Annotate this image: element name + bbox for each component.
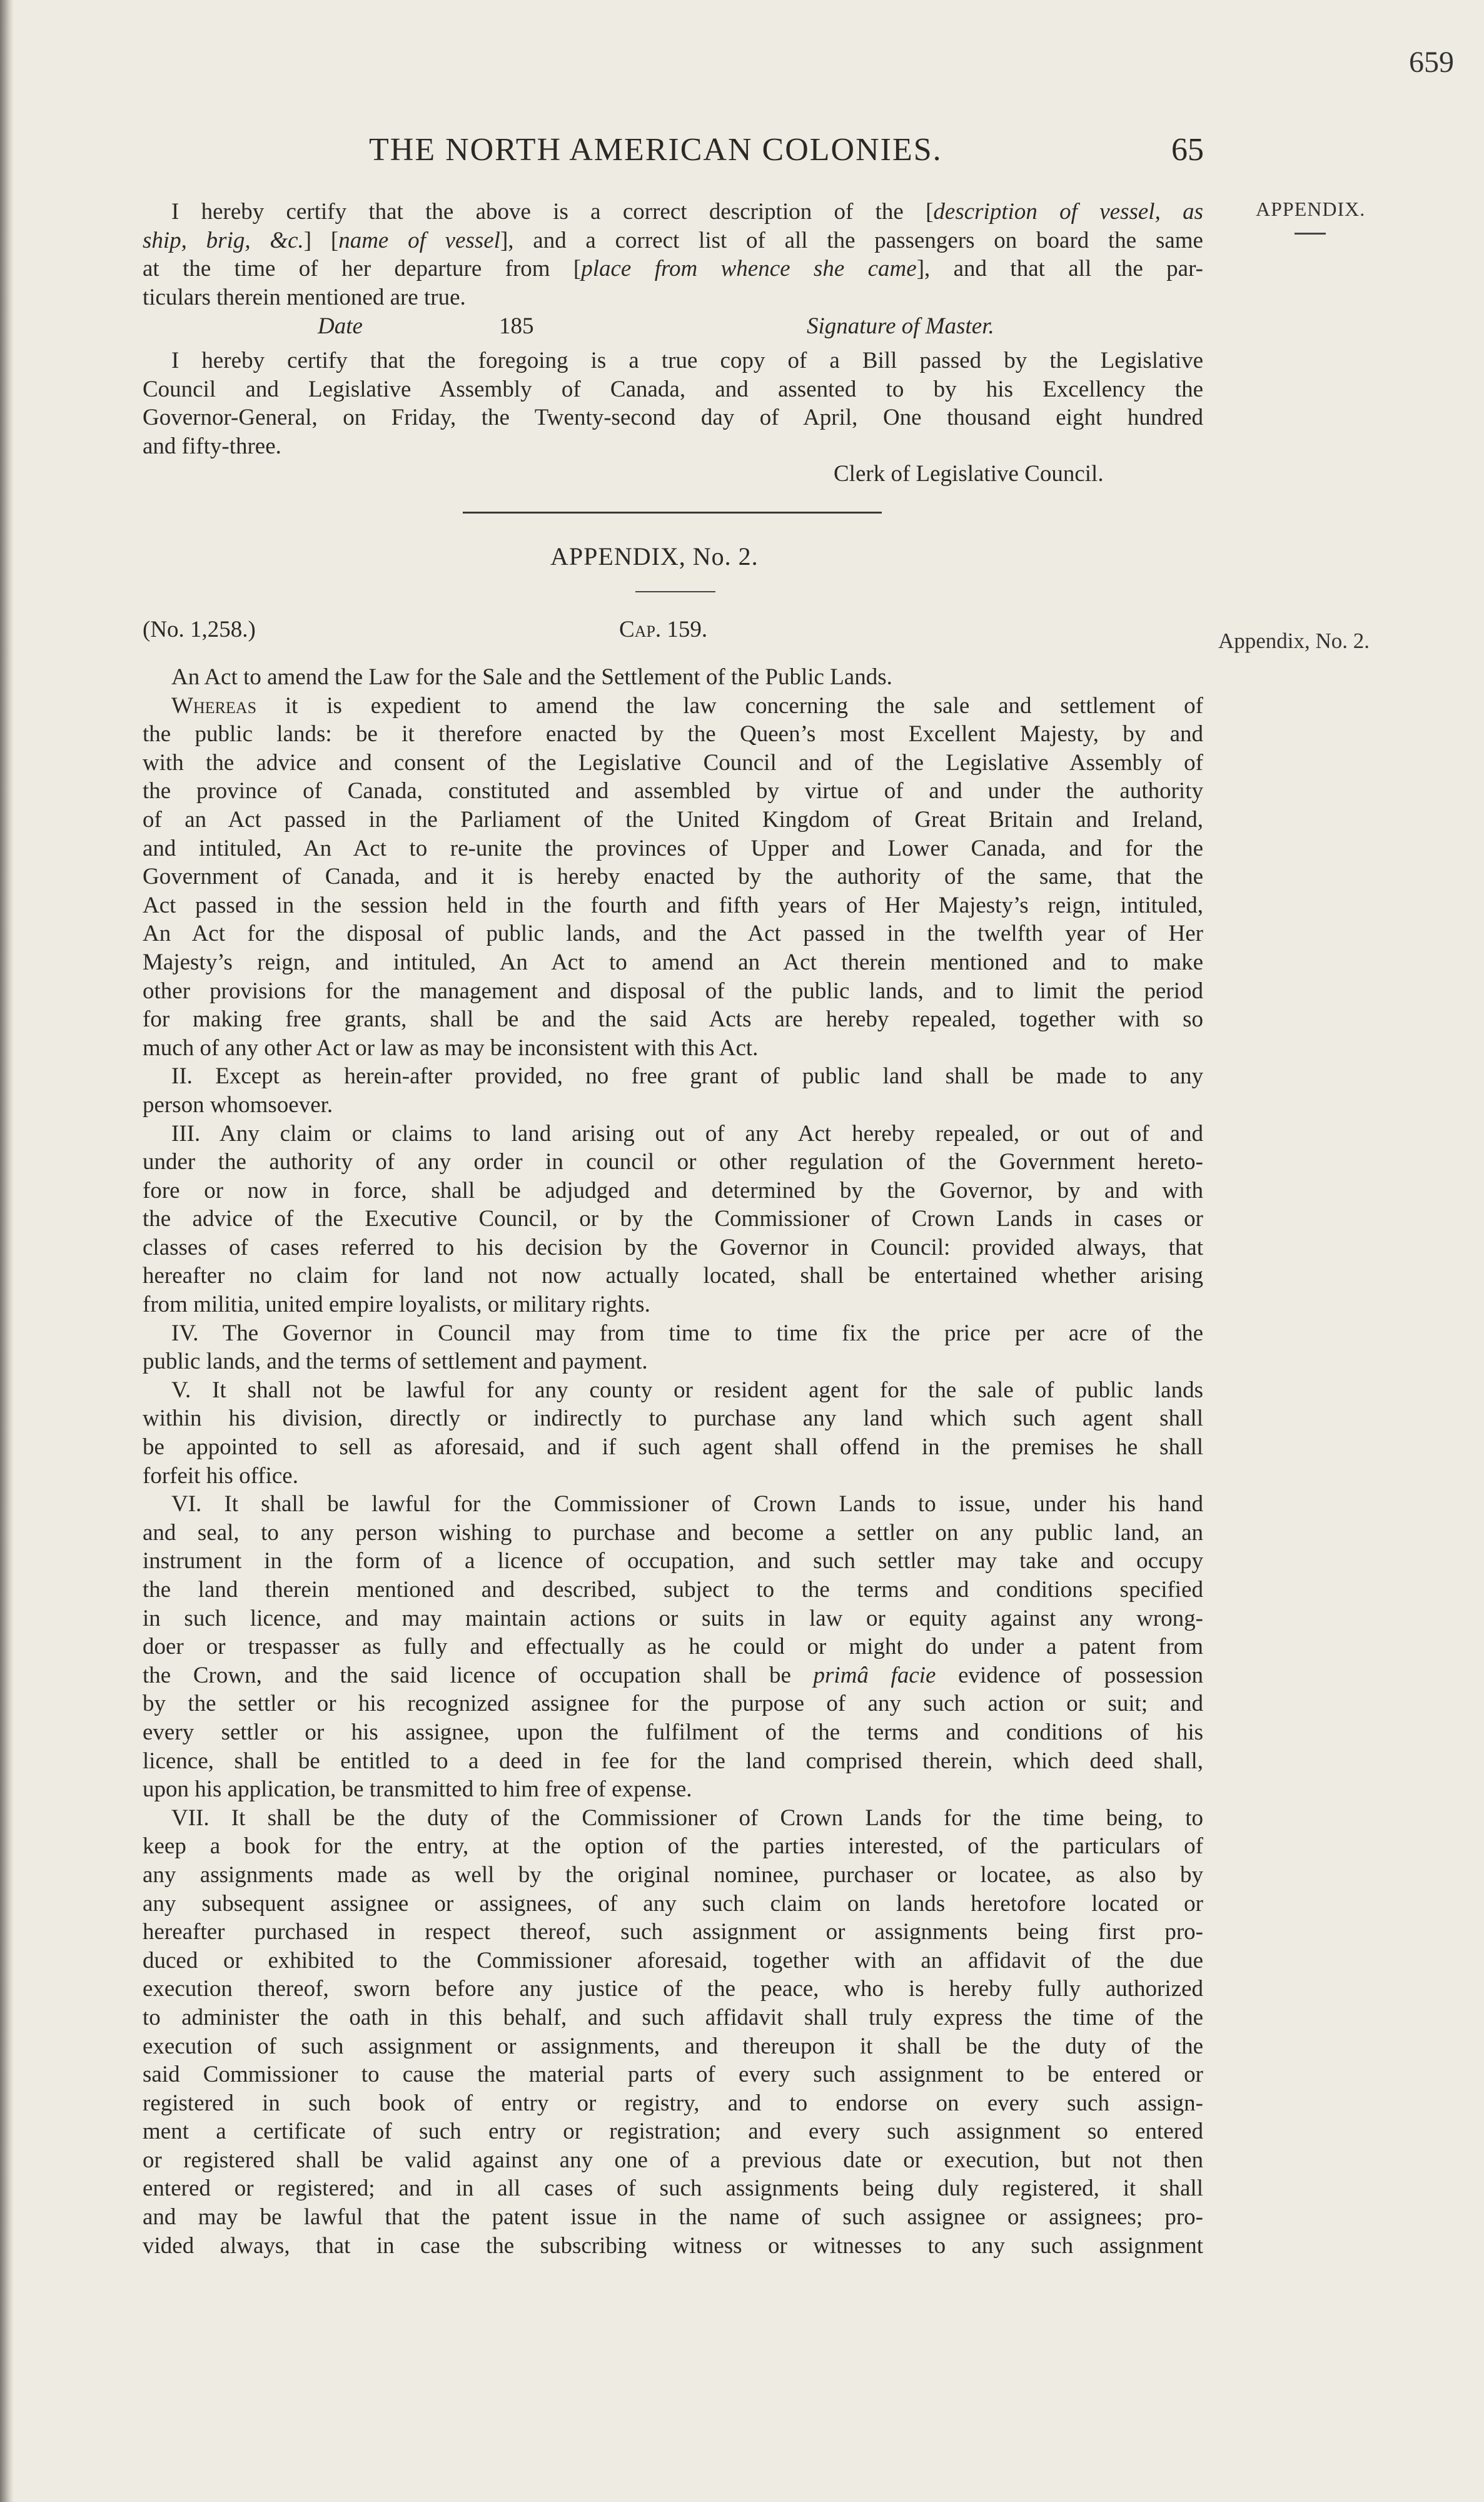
text-line: I hereby certify that the foregoing is a true copy of a Bill passed by the Legislative	[171, 348, 1203, 373]
text-line: and intituled, An Act to re-unite the provinces of Upper and Lower Canada, and for the	[143, 835, 1203, 861]
text-line: classes of cases referred to his decision by the Governor in Council: provided always, that	[143, 1234, 1203, 1260]
signature-master-label: Signature of Master.	[807, 313, 994, 339]
text-line: Majesty’s reign, and intituled, An Act to amend an Act therein mentioned and to make	[143, 949, 1203, 975]
signature-line	[143, 313, 1203, 342]
signature-date-label: Date	[318, 313, 363, 339]
text-line: the advice of the Executive Council, or by the Commissioner of Crown Lands in cases or	[143, 1206, 1203, 1232]
text-line: ment a certificate of such entry or registration; and every such assignment so entered	[143, 2119, 1203, 2145]
page-number: 65	[1171, 132, 1204, 168]
certificate-paragraph-2	[143, 347, 1203, 460]
folio-number: 659	[1409, 46, 1454, 79]
margin-dash	[1295, 233, 1326, 235]
text-line: the province of Canada, constituted and assembled by virtue of and under the authority	[143, 778, 1203, 804]
text-line: entered or registered; and in all cases of such assignments being duly registered, it shall	[143, 2175, 1203, 2202]
text-line: be appointed to sell as aforesaid, and if such agent shall offend in the premises he shall	[143, 1434, 1203, 1461]
text-line: An Act for the disposal of public lands, and the Act passed in the twelfth year of Her	[143, 921, 1203, 947]
text-line: doer or trespasser as fully and effectually as he could or might do under a patent from	[143, 1634, 1203, 1660]
text-line: for making free grants, shall be and the said Acts are hereby repealed, together with so	[143, 1006, 1203, 1033]
text-line: ship, brig, &c.] [name of vessel], and a correct list of all the passengers on board the same	[143, 227, 1203, 253]
section-divider	[463, 512, 882, 514]
text-line: execution thereof, sworn before any justice of the peace, who is hereby fully authorized	[143, 1976, 1203, 2002]
text-line: the public lands: be it therefore enacted by the Queen’s most Excellent Majesty, by and	[143, 721, 1203, 747]
text-line: any assignments made as well by the original nominee, purchaser or locatee, as also by	[143, 1861, 1203, 1888]
text-line: said Commissioner to cause the material parts of every such assignment to be entered or	[143, 2062, 1203, 2088]
text-line: registered in such book of entry or registry, and to endorse on every such assign-	[143, 2090, 1203, 2116]
signature-year: 185	[499, 313, 534, 339]
text-line: public lands, and the terms of settlement and payment.	[143, 1349, 648, 1375]
text-line: II. Except as herein-after provided, no free grant of public land shall be made to any	[171, 1063, 1203, 1090]
text-line: V. It shall not be lawful for any county or resident agent for the sale of public lands	[171, 1377, 1203, 1403]
text-line: fore or now in force, shall be adjudged and determined by the Governor, by and with	[143, 1177, 1203, 1203]
text-line: by the settler or his recognized assignee for the purpose of any such action or suit; and	[143, 1691, 1203, 1717]
text-line: at the time of her departure from [place from whence she came], and that all the par-	[143, 256, 1204, 282]
text-line: licence, shall be entitled to a deed in fee for the land comprised therein, which deed shall,	[143, 1748, 1203, 1774]
text-line: IV. The Governor in Council may from time to time fix the price per acre of the	[171, 1320, 1203, 1346]
text-line: Council and Legislative Assembly of Canada, and assented to by his Excellency the	[143, 376, 1203, 402]
text-line: Act passed in the session held in the fourth and fifth years of Her Majesty’s reign, intituled,	[143, 892, 1203, 918]
text-line: and seal, to any person wishing to purchase and become a settler on any public land, an	[143, 1519, 1203, 1546]
text-line: to administer the oath in this behalf, and such affidavit shall truly express the time of the	[143, 2004, 1203, 2030]
text-line: hereafter purchased in respect thereof, such assignment or assignments being first pro-	[143, 1919, 1203, 1945]
text-line: of an Act passed in the Parliament of the United Kingdom of Great Britain and Ireland,	[143, 806, 1203, 833]
text-line: I hereby certify that the above is a correct description of the [description of vessel, as	[171, 199, 1203, 225]
act-title: An Act to amend the Law for the Sale and the Settlement of the Public Lands.	[171, 664, 892, 690]
chapter-number: Cap. 159.	[619, 617, 708, 642]
text-line: any subsequent assignee or assignees, of any such claim on lands heretofore located or	[143, 1890, 1203, 1917]
text-line: other provisions for the management and disposal of the public lands, and to limit the period	[143, 978, 1203, 1004]
text-line: upon his application, be transmitted to him free of expense.	[143, 1776, 692, 1803]
text-line: and fifty-three.	[143, 433, 281, 459]
text-line: duced or exhibited to the Commissioner aforesaid, together with an affidavit of the due	[143, 1947, 1203, 1973]
text-line: execution of such assignment or assignments, and thereupon it shall be the duty of the	[143, 2033, 1203, 2059]
certificate-paragraph-1	[143, 198, 1203, 311]
text-line: VII. It shall be the duty of the Commissioner of Crown Lands for the time being, to	[171, 1805, 1203, 1831]
text-line: vided always, that in case the subscribing witness or witnesses to any such assignment	[143, 2232, 1203, 2259]
text-line: Governor-General, on Friday, the Twenty-second day of April, One thousand eight hundred	[143, 405, 1203, 431]
text-line: from militia, united empire loyalists, or military rights.	[143, 1292, 650, 1318]
text-line: in such licence, and may maintain actions or suits in law or equity against any wrong-	[143, 1605, 1203, 1631]
clerk-signature: Clerk of Legislative Council.	[834, 461, 1104, 487]
text-line: keep a book for the entry, at the option of the parties interested, of the particulars of	[143, 1833, 1203, 1860]
text-line: VI. It shall be lawful for the Commissioner of Crown Lands to issue, under his hand	[171, 1491, 1203, 1517]
running-title: THE NORTH AMERICAN COLONIES.	[369, 132, 942, 168]
text-line: within his division, directly or indirectly to purchase any land which such agent shall	[143, 1405, 1203, 1432]
text-line: forfeit his office.	[143, 1462, 298, 1489]
text-line: Government of Canada, and it is hereby enacted by the authority of the same, that the	[143, 864, 1203, 890]
heading-rule	[635, 591, 715, 592]
appendix-heading: APPENDIX, No. 2.	[550, 542, 759, 570]
text-line: the Crown, and the said licence of occupation shall be primâ facie evidence of possession	[143, 1662, 1203, 1688]
text-line: every settler or his assignee, upon the fulfilment of the terms and conditions of his	[143, 1719, 1203, 1745]
act-body	[143, 663, 1203, 2260]
margin-note-appendix: APPENDIX.	[1256, 198, 1366, 220]
text-line: and may be lawful that the patent issue in the name of such assignee or assignees; pro-	[143, 2204, 1203, 2231]
text-line: person whomsoever.	[143, 1091, 333, 1118]
text-line: with the advice and consent of the Legislative Council and of the Legislative Assembly of	[143, 749, 1203, 776]
margin-note-appendix-no-2: Appendix, No. 2.	[1218, 629, 1370, 653]
text-line: Whereas it is expedient to amend the law concerning the sale and settlement of	[171, 692, 1203, 719]
text-line: III. Any claim or claims to land arising out of any Act hereby repealed, or out of and	[171, 1120, 1203, 1147]
page-binding-shadow	[0, 0, 14, 2502]
text-line: the land therein mentioned and described, subject to the terms and conditions specified	[143, 1577, 1203, 1603]
text-line: hereafter no claim for land not now actually located, shall be entertained whether arising	[143, 1263, 1203, 1289]
text-line: ticulars therein mentioned are true.	[143, 284, 466, 310]
text-line: under the authority of any order in council or other regulation of the Government hereto-	[143, 1149, 1203, 1175]
text-line: instrument in the form of a licence of occupation, and such settler may take and occupy	[143, 1548, 1203, 1574]
text-line: or registered shall be valid against any one of a previous date or execution, but not then	[143, 2147, 1203, 2173]
act-number: (No. 1,258.)	[143, 617, 256, 642]
text-line: much of any other Act or law as may be inconsistent with this Act.	[143, 1035, 759, 1061]
